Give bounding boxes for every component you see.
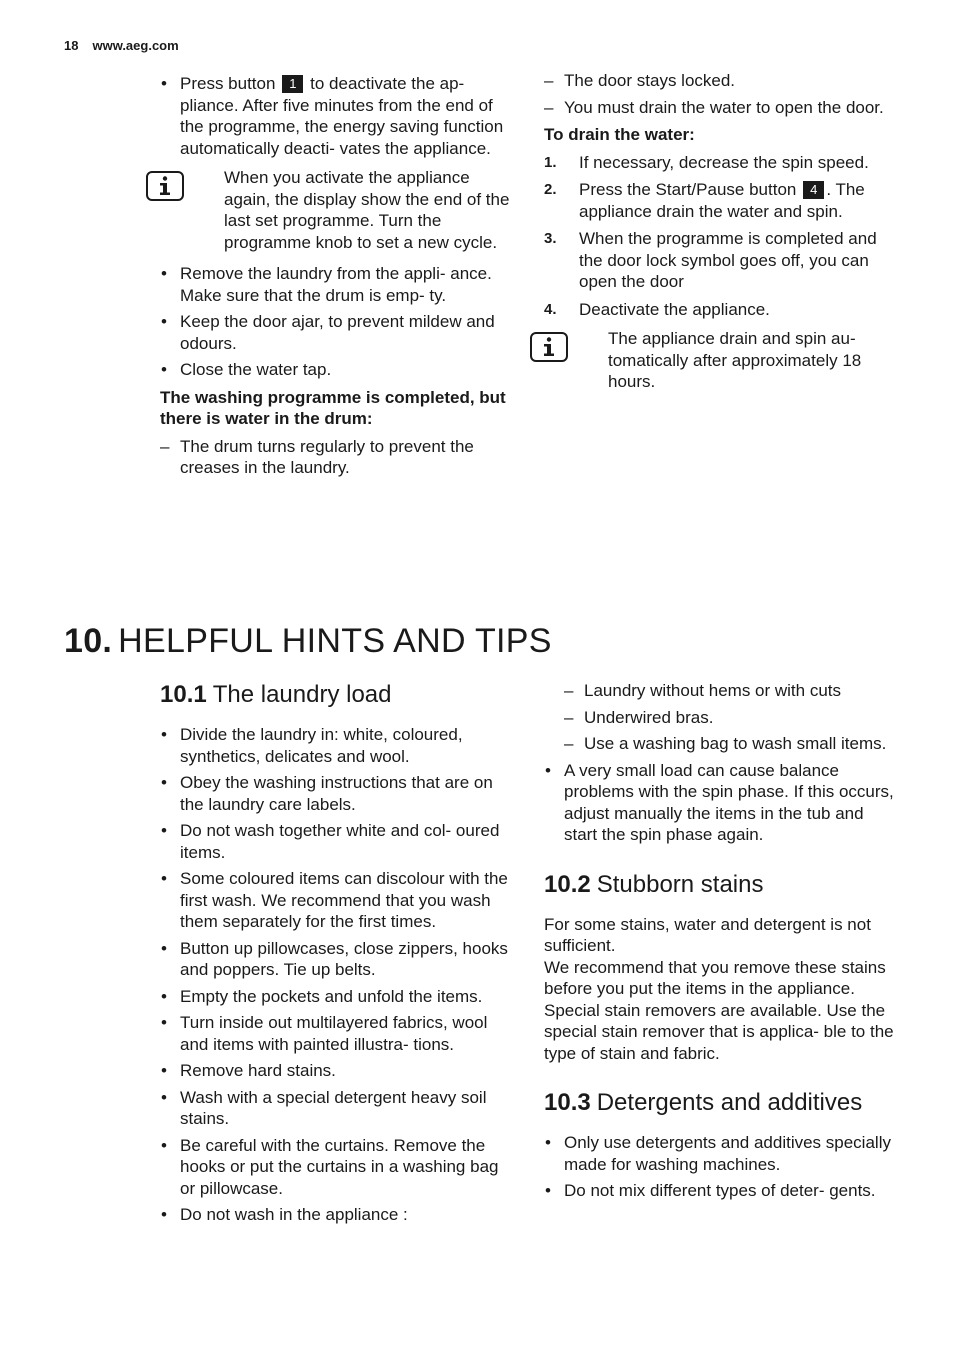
chapter-title-text: HELPFUL HINTS AND TIPS (118, 622, 552, 660)
bottom-left-column (160, 680, 512, 1231)
list-item: • Do not mix different types of deter- gents. (544, 1180, 896, 1202)
dash-item: – You must drain the water to open the door. (544, 97, 894, 119)
list-item: • Empty the pockets and unfold the items. (160, 986, 512, 1008)
bullet-text: to deactivate the ap- pliance. After five minutes from the end of the programme, the energy saving function automatically deacti- vates the appliance. (180, 74, 504, 158)
numbered-steps (544, 152, 894, 321)
step-number: 3. (544, 230, 557, 247)
bullet-list (160, 73, 512, 159)
section-number: 10.1 (160, 681, 207, 708)
dash-list (564, 680, 896, 755)
list-item: • Button up pillowcases, close zippers, hooks and poppers. Tie up belts. (160, 938, 512, 981)
paragraph: We recommend that you remove these stains before you put the items in the appliance. (544, 957, 886, 998)
step-text: Deactivate the appliance. (579, 299, 770, 319)
section-title-text: The laundry load (212, 681, 392, 708)
info-icon (530, 332, 568, 362)
dash-item: – Underwired bras. (564, 707, 896, 729)
page-number: 18 (64, 38, 79, 53)
step-item (544, 228, 894, 293)
info-text: When you activate the appliance again, the display show the end of the last set programme. Turn the programme knob to set a new cycle. (224, 168, 510, 252)
dash-item: – Laundry without hems or with cuts (564, 680, 896, 702)
step-item (544, 299, 894, 321)
info-text: The appliance drain and spin au- tomatically after approximately 18 hours. (608, 329, 862, 391)
list-item: • A very small load can cause balance problems with the spin phase. If this occurs, adjust manually the items in the tub and start the spin phase again. (544, 760, 896, 846)
site-url: www.aeg.com (92, 38, 179, 53)
list-item: • Wash with a special detergent heavy soil stains. (160, 1087, 512, 1130)
paragraph: Special stain removers are available. Use the special stain remover that is applica- ble to the type of stain and fabric. (544, 1000, 894, 1063)
bottom-right-column (544, 680, 896, 1207)
list-item: • Do not wash in the appliance : (160, 1204, 512, 1226)
dash-item: – The drum turns regularly to prevent the creases in the laundry. (160, 436, 512, 479)
subheading: To drain the water: (544, 125, 695, 144)
list-item: • Obey the washing instructions that are on the laundry care labels. (160, 772, 512, 815)
dash-item: – Use a washing bag to wash small items. (564, 733, 896, 755)
step-text: When the programme is completed and the door lock symbol goes off, you can open the door (579, 229, 877, 291)
list-item: • Remove hard stains. (160, 1060, 512, 1082)
step-number: 4. (544, 300, 557, 318)
button-key-badge: 4 (803, 181, 824, 199)
bullet-list (544, 1132, 896, 1202)
step-number: 2. (544, 181, 557, 198)
list-item: • Keep the door ajar, to prevent mildew and odours. (160, 311, 512, 354)
bullet-list (160, 263, 512, 381)
chapter-title (64, 622, 552, 661)
top-left-column (160, 73, 512, 484)
info-note (544, 328, 894, 418)
button-key-badge: 1 (282, 75, 303, 93)
list-item: • Close the water tap. (160, 359, 512, 381)
step-text: . The appliance drain the water and spin. (579, 180, 865, 221)
paragraph: For some stains, water and detergent is not sufficient. (544, 914, 871, 955)
step-text: If necessary, decrease the spin speed. (579, 152, 869, 172)
section-title (544, 870, 896, 900)
info-icon (146, 171, 184, 201)
list-item: • Only use detergents and additives specially made for washing machines. (544, 1132, 896, 1175)
info-note (160, 167, 512, 257)
dash-item: – The door stays locked. (544, 70, 894, 92)
list-item (160, 73, 512, 159)
page-header (64, 38, 179, 53)
section-number: 10.2 (544, 870, 591, 898)
list-item: • Be careful with the curtains. Remove the hooks or put the curtains in a washing bag or pillowcase. (160, 1135, 512, 1200)
list-item: • Some coloured items can discolour with the first wash. We recommend that you wash them separately for the first times. (160, 868, 512, 933)
bullet-list (160, 724, 512, 1226)
step-number: 1. (544, 153, 557, 171)
top-right-column (544, 70, 894, 424)
section-number: 10.3 (544, 1089, 591, 1116)
section-title-text: Stubborn stains (596, 870, 764, 898)
section-title (160, 680, 512, 710)
list-item: • Remove the laundry from the appli- ance. Make sure that the drum is emp- ty. (160, 263, 512, 306)
list-item: • Do not wash together white and col- oured items. (160, 820, 512, 863)
subheading: The washing programme is completed, but there is water in the drum: (160, 387, 506, 428)
section-title (544, 1088, 896, 1118)
step-text: Press the Start/Pause button (579, 180, 797, 199)
chapter-number: 10. (64, 622, 113, 660)
bullet-text: Press button (180, 74, 276, 93)
bullet-list (544, 760, 896, 846)
step-item (544, 152, 894, 174)
section-title-text: Detergents and additives (596, 1089, 863, 1116)
dash-list (544, 70, 894, 118)
list-item: • Divide the laundry in: white, coloured, synthetics, delicates and wool. (160, 724, 512, 767)
step-item (544, 179, 894, 222)
list-item: • Turn inside out multilayered fabrics, wool and items with painted illustra- tions. (160, 1012, 512, 1055)
dash-list (160, 436, 512, 479)
